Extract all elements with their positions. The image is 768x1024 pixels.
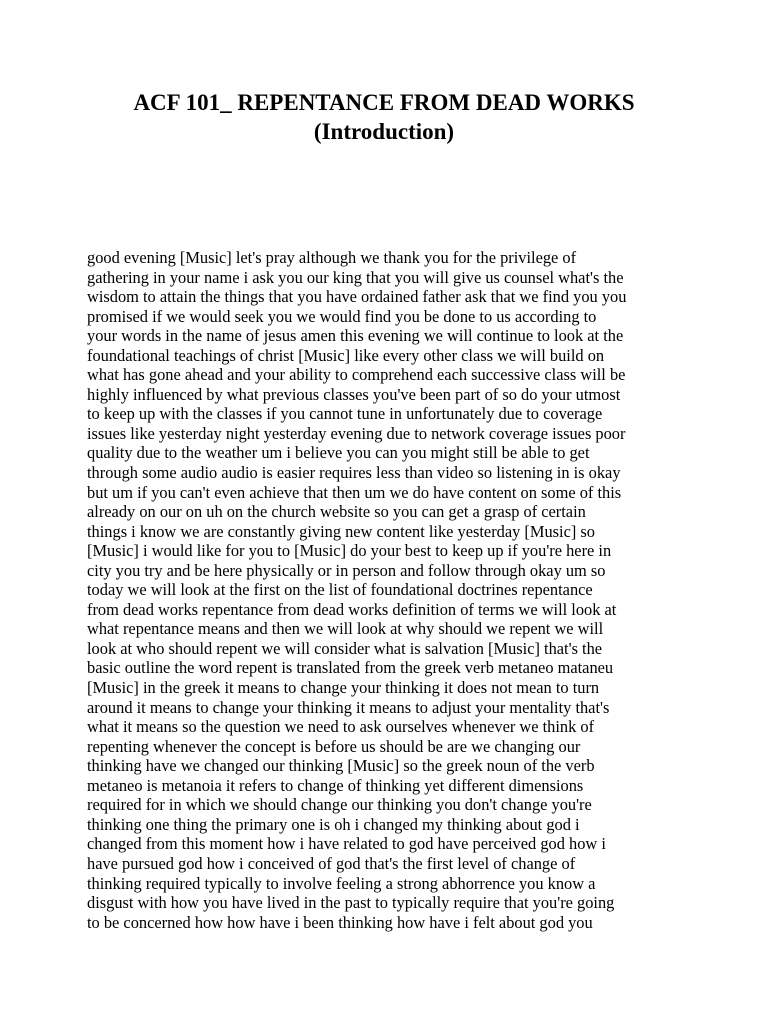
subtitle-line: (Introduction) [313,119,455,144]
body-line: metaneo is metanoia it refers to change of thinking yet different dimensions [87,775,584,795]
body-line: to keep up with the classes if you cannot tune in unfortunately due to coverage [87,404,603,424]
body-line: from dead works repentance from dead works definition of terms we will look at [87,599,617,619]
body-line: what has gone ahead and your ability to comprehend each successive class will be [87,365,626,385]
body-line: issues like yesterday night yesterday evening due to network coverage issues poor [87,423,626,443]
body-line: promised if we would seek you we would find you be done to us according to [87,306,597,326]
body-line: basic outline the word repent is translated from the greek verb metaneo mataneu [87,658,614,678]
body-line: thinking have we changed our thinking [Music] so the greek noun of the verb [87,756,595,776]
body-line: foundational teachings of christ [Music] like every other class we will build on [87,345,605,365]
body-line: thinking required typically to involve feeling a strong abhorrence you know a [87,873,596,893]
document-title [0,88,768,146]
body-line: things i know we are constantly giving new content like yesterday [Music] so [87,521,595,541]
body-line: today we will look at the first on the list of foundational doctrines repentance [87,580,593,600]
body-line: disgust with how you have lived in the past to typically require that you're going [87,893,615,913]
body-line: [Music] i would like for you to [Music] do your best to keep up if you're here in [87,541,612,561]
body-line: required for in which we should change our thinking you don't change you're [87,795,592,815]
body-line: what repentance means and then we will look at why should we repent we will [87,619,604,639]
body-line: wisdom to attain the things that you have ordained father ask that we find you you [87,287,627,307]
body-line: highly influenced by what previous classes you've been part of so do your utmost [87,384,621,404]
transcript-body [87,248,687,932]
body-line: your words in the name of jesus amen this evening we will continue to look at the [87,326,624,346]
body-line: good evening [Music] let's pray although we thank you for the privilege of [87,248,577,267]
body-line: gathering in your name i ask you our king that you will give us counsel what's the [87,267,624,287]
body-line: but um if you can't even achieve that then um we do have content on some of this [87,482,622,502]
body-line: quality due to the weather um i believe you can you might still be able to get [87,443,590,463]
body-line: look at who should repent we will consider what is salvation [Music] that's the [87,638,603,658]
body-line: around it means to change your thinking it means to adjust your mentality that's [87,697,610,717]
body-line: thinking one thing the primary one is oh i changed my thinking about god i [87,814,580,834]
body-line: [Music] in the greek it means to change your thinking it does not mean to turn [87,678,600,698]
body-line: what it means so the question we need to ask ourselves whenever we think of [87,717,595,737]
body-line: through some audio audio is easier requires less than video so listening in is okay [87,463,621,483]
body-line: already on our on uh on the church website so you can get a grasp of certain [87,502,586,522]
body-line: repenting whenever the concept is before us should be are we changing our [87,736,581,756]
body-line: have pursued god how i conceived of god that's the first level of change of [87,853,576,873]
title-line: ACF 101_ REPENTANCE FROM DEAD WORKS [133,90,635,115]
body-line: to be concerned how how have i been thinking how have i felt about god you [87,912,593,932]
body-line: changed from this moment how i have related to god have perceived god how i [87,834,606,854]
body-line: city you try and be here physically or in person and follow through okay um so [87,560,606,580]
